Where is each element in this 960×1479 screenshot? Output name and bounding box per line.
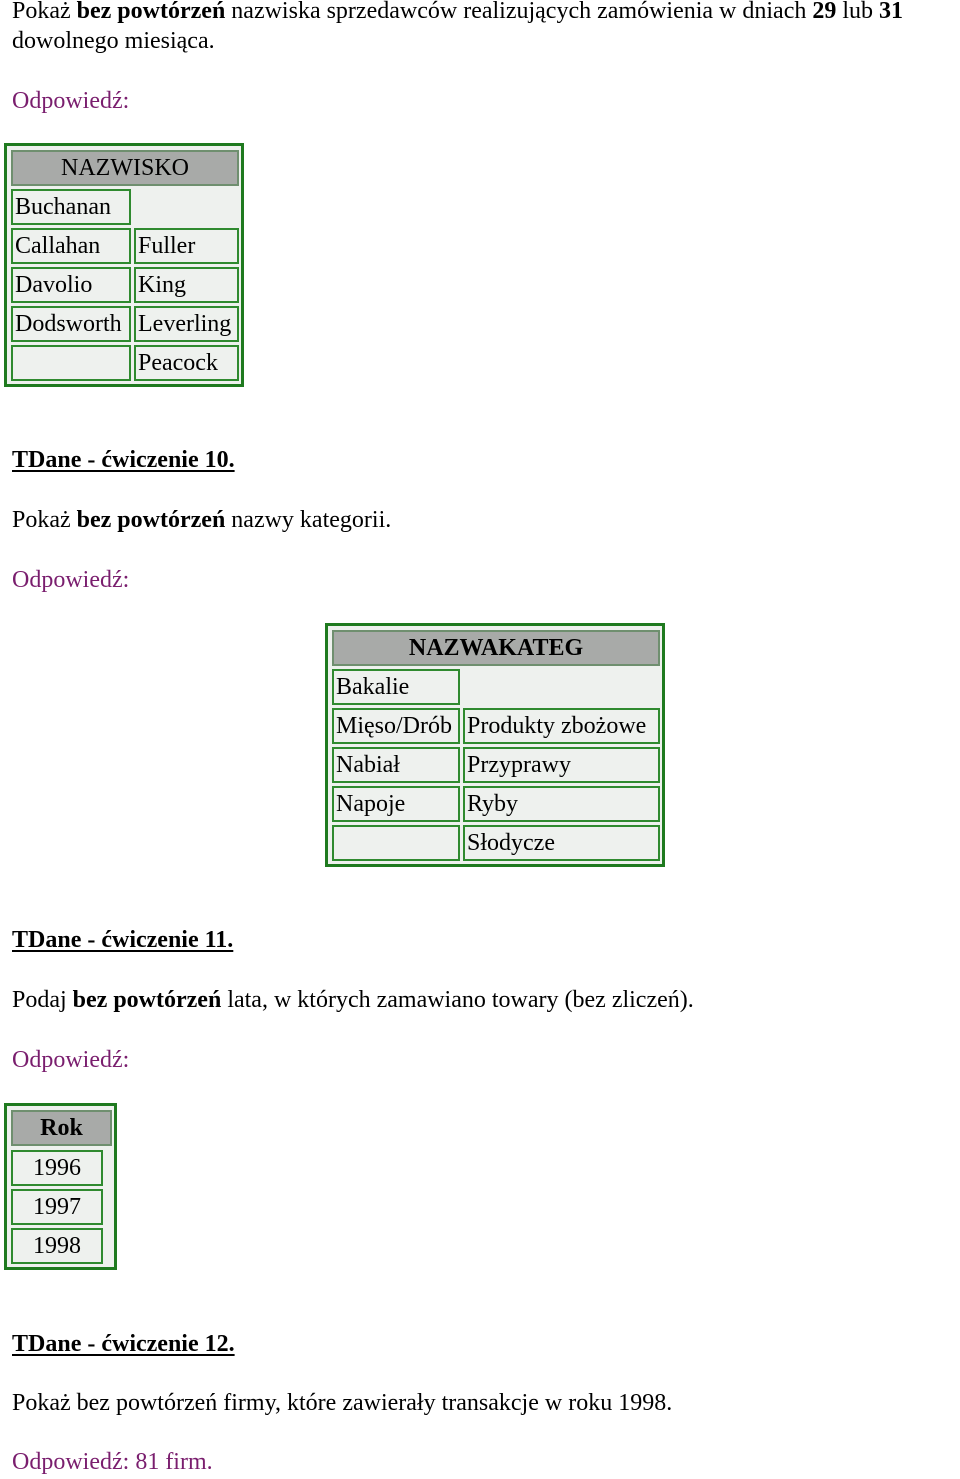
table-cell: Callahan: [11, 228, 131, 264]
intro-question-line2: dowolnego miesiąca.: [12, 28, 215, 54]
answer-value: 81 firm.: [129, 1449, 213, 1475]
table-cell: [332, 825, 460, 861]
table-cell: Davolio: [11, 267, 131, 303]
exercise-12-answer: [12, 1447, 213, 1477]
exercise-11-question: [12, 985, 694, 1015]
answer-label-2: Odpowiedź:: [12, 567, 130, 593]
table-header: NAZWISKO: [11, 150, 239, 186]
table-cell: Produkty zbożowe: [463, 708, 660, 744]
question-text: Podaj: [12, 987, 73, 1013]
result-table-nazwakateg: [325, 623, 665, 867]
exercise-12-question: Pokaż bez powtórzeń firmy, które zawierały transakcje w roku 1998.: [12, 1390, 673, 1416]
intro-text-2: nazwiska sprzedawców realizujących zamówienia w dniach: [225, 0, 813, 24]
table-cell: Buchanan: [11, 189, 131, 225]
table-cell: [11, 345, 131, 381]
table-cell: 1997: [11, 1189, 103, 1225]
table-cell: 1996: [11, 1150, 103, 1186]
question-text: Pokaż: [12, 507, 77, 533]
table-cell: Ryby: [463, 786, 660, 822]
table-cell: Bakalie: [332, 669, 460, 705]
question-text-end: lata, w których zamawiano towary (bez zliczeń).: [221, 987, 694, 1013]
intro-bold-3: 31: [879, 0, 904, 24]
result-table-rok: [4, 1103, 117, 1270]
table-cell: Peacock: [134, 345, 239, 381]
intro-bold-1: bez powtórzeń: [76, 0, 226, 24]
answer-label-4: Odpowiedź:: [12, 1449, 130, 1475]
answer-label-3: Odpowiedź:: [12, 1047, 130, 1073]
table-cell: Napoje: [332, 786, 460, 822]
exercise-10-question: [12, 505, 391, 535]
exercise-12-heading: TDane - ćwiczenie 12.: [12, 1331, 235, 1357]
intro-text-3: lub: [836, 0, 880, 24]
table-cell: Leverling: [134, 306, 239, 342]
table-cell: Nabiał: [332, 747, 460, 783]
question-bold: bez powtórzeń: [72, 987, 222, 1013]
table-cell: 1998: [11, 1228, 103, 1264]
table-cell: Fuller: [134, 228, 239, 264]
table-cell: Mięso/Drób: [332, 708, 460, 744]
question-text-end: nazwy kategorii.: [225, 507, 392, 533]
table-header: NAZWAKATEG: [332, 630, 660, 666]
table-cell: Przyprawy: [463, 747, 660, 783]
exercise-11-heading: TDane - ćwiczenie 11.: [12, 927, 234, 953]
intro-question: [12, 0, 903, 26]
table-cell: King: [134, 267, 239, 303]
exercise-10-heading: TDane - ćwiczenie 10.: [12, 447, 235, 473]
answer-label-1: Odpowiedź:: [12, 88, 130, 114]
table-cell: Dodsworth: [11, 306, 131, 342]
table-header: Rok: [11, 1110, 112, 1146]
result-table-nazwisko: [4, 143, 244, 387]
intro-bold-2: 29: [812, 0, 837, 24]
intro-text-1: Pokaż: [12, 0, 77, 24]
question-bold: bez powtórzeń: [76, 507, 226, 533]
table-cell: Słodycze: [463, 825, 660, 861]
